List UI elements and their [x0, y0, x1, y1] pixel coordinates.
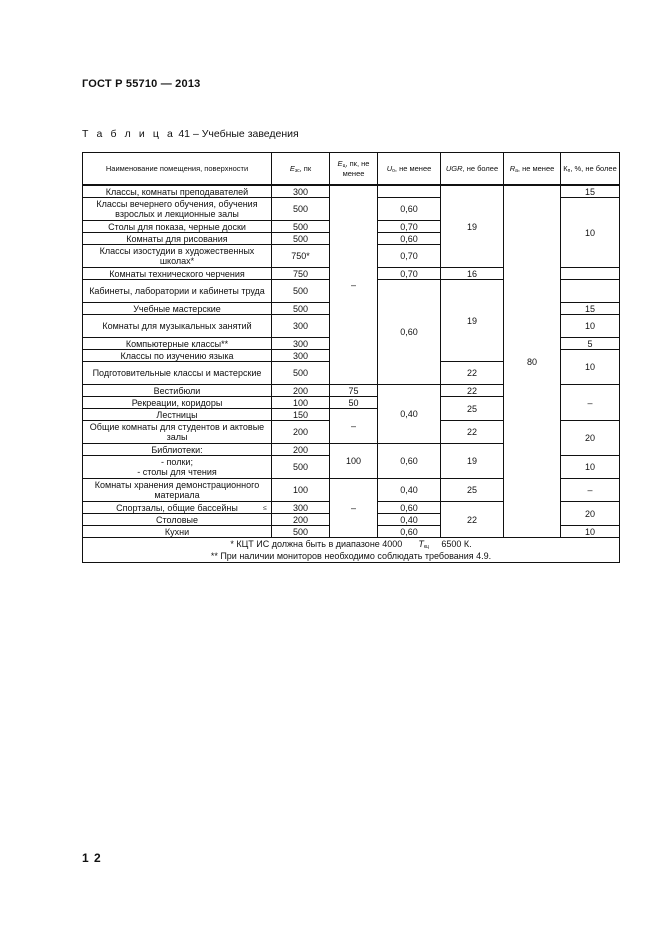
page-number: 1 2	[82, 851, 102, 865]
cell-ugr: 19	[441, 444, 504, 479]
row-name: Лестницы	[83, 409, 272, 421]
cell-ec: 75	[330, 385, 378, 397]
row-name: Комнаты технического черчения	[83, 268, 272, 280]
table-notes-row	[83, 538, 620, 563]
table-header-row	[83, 153, 620, 186]
cell-ugr: 25	[441, 397, 504, 421]
row-name: Общие комнаты для студентов и актовые залы	[83, 421, 272, 444]
footnote-2: ** При наличии мониторов необходимо соблюдать требования 4.9.	[210, 551, 492, 561]
cell-uo: 0,40	[378, 514, 441, 526]
cell-ecs: 300	[272, 350, 330, 362]
cell-kp: 5	[561, 338, 620, 350]
cell-uo: 0,60	[378, 280, 441, 385]
cell-ecs: 750	[272, 268, 330, 280]
cell-ugr: 16	[441, 268, 504, 280]
cell-ec: 100	[330, 444, 378, 479]
cell-ecs: 200	[272, 421, 330, 444]
cell-kp: 10	[561, 315, 620, 338]
row-name: Комнаты для музыкальных занятий	[83, 315, 272, 338]
cell-ecs: 500	[272, 526, 330, 538]
table-row	[83, 185, 620, 198]
row-name: Комнаты хранения демонстрационного материала	[83, 479, 272, 502]
cell-kp: 10	[561, 350, 620, 385]
row-name	[83, 456, 272, 479]
row-name: Кабинеты, лаборатории и кабинеты труда	[83, 280, 272, 303]
col-header-name: Наименование помещения, поверхности	[83, 153, 272, 186]
cell-uo: 0,60	[378, 526, 441, 538]
cell-ecs: 200	[272, 444, 330, 456]
row-name: Вестибюли	[83, 385, 272, 397]
row-name-line: - полки;	[161, 457, 193, 467]
caption-number: 41	[178, 128, 191, 140]
cell-uo: 0,60	[378, 502, 441, 514]
cell-ra: 80	[504, 185, 561, 538]
col-header-ecs: $E_{зс}$, пк	[272, 153, 330, 186]
cell-kp: –	[561, 385, 620, 421]
cell-uo: 0,60	[378, 198, 441, 221]
cell-uo: 0,40	[378, 479, 441, 502]
stray-symbol: ≤	[263, 505, 267, 512]
cell-uo: 0,60	[378, 233, 441, 245]
cct-symbol: T	[418, 539, 424, 549]
cell-ec: –	[330, 479, 378, 538]
row-name: Рекреации, коридоры	[83, 397, 272, 409]
row-name-line: - столы для чтения	[137, 467, 217, 477]
col-header-uo: $U_о$, не менее	[378, 153, 441, 186]
cell-ecs: 300	[272, 502, 330, 514]
row-name: Столовые	[83, 514, 272, 526]
cell-ecs: 500	[272, 456, 330, 479]
cell-ugr: 22	[441, 385, 504, 397]
cell-ec: –	[330, 185, 378, 385]
table-notes	[83, 538, 620, 563]
caption-title: – Учебные заведения	[192, 128, 299, 140]
cell-kp: –	[561, 479, 620, 502]
row-name: Классы, комнаты преподавателей	[83, 185, 272, 198]
cell-ecs: 500	[272, 303, 330, 315]
cell-uo: 0,60	[378, 444, 441, 479]
cell-ecs: 500	[272, 221, 330, 233]
col-header-ugr: UGR, не более	[441, 153, 504, 186]
cell-kp: 15	[561, 185, 620, 198]
cell-ecs: 300	[272, 185, 330, 198]
row-name: Библиотеки:	[83, 444, 272, 456]
cell-ec: 50	[330, 397, 378, 409]
cell-ecs: 500	[272, 198, 330, 221]
cell-kp: 20	[561, 421, 620, 456]
cell-ecs: 300	[272, 338, 330, 350]
row-name: Подготовительные классы и мастерские	[83, 362, 272, 385]
cell-ecs: 500	[272, 233, 330, 245]
cell-uo: 0,70	[378, 245, 441, 268]
cell-ecs: 100	[272, 397, 330, 409]
cell-uo: 0,70	[378, 221, 441, 233]
col-header-ra: $R_а$, не менее	[504, 153, 561, 186]
row-name: Классы вечернего обучения, обучения взрослых и лекционные залы	[83, 198, 272, 221]
row-name: Спортзалы, общие бассейны	[83, 502, 272, 514]
cell-uo: 0,40	[378, 385, 441, 444]
cell-ugr: 19	[441, 185, 504, 268]
cell-kp: 20	[561, 502, 620, 526]
cell-uo	[378, 185, 441, 198]
cell-ecs: 200	[272, 385, 330, 397]
cell-kp: 10	[561, 198, 620, 268]
row-name: Классы изостудии в художественных школах*	[83, 245, 272, 268]
cell-uo: 0,70	[378, 268, 441, 280]
cell-ugr: 25	[441, 479, 504, 502]
cell-ecs: 200	[272, 514, 330, 526]
educational-lighting-table	[82, 152, 620, 563]
cell-kp: 10	[561, 456, 620, 479]
cell-ec: –	[330, 409, 378, 444]
cell-kp: 15	[561, 303, 620, 315]
cell-ecs: 750*	[272, 245, 330, 268]
col-header-ec: $E_ц$, пк, не менее	[330, 153, 378, 186]
cell-ecs: 100	[272, 479, 330, 502]
cell-kp	[561, 280, 620, 303]
row-name: Классы по изучению языка	[83, 350, 272, 362]
cell-ugr: 22	[441, 502, 504, 538]
row-name: Учебные мастерские	[83, 303, 272, 315]
row-name: Кухни	[83, 526, 272, 538]
cell-ugr: 19	[441, 280, 504, 362]
cell-ecs: 150	[272, 409, 330, 421]
footnote-1: * КЦТ ИС должна быть в диапазоне 4000 $T_{кц}$ 6500 К.	[230, 539, 472, 550]
row-name: Комнаты для рисования	[83, 233, 272, 245]
row-name: Компьютерные классы**	[83, 338, 272, 350]
col-header-kp: $К_п$, %, не более	[561, 153, 620, 186]
cell-ecs: 300	[272, 315, 330, 338]
cell-ugr: 22	[441, 421, 504, 444]
cell-kp	[561, 268, 620, 280]
cell-kp: 10	[561, 526, 620, 538]
table-caption	[82, 128, 299, 140]
caption-prefix: Т а б л и ц а	[82, 128, 176, 140]
cell-ugr: 22	[441, 362, 504, 385]
cell-ecs: 500	[272, 280, 330, 303]
cell-ecs: 500	[272, 362, 330, 385]
document-header: ГОСТ Р 55710 — 2013	[82, 78, 201, 90]
row-name: Столы для показа, черные доски	[83, 221, 272, 233]
